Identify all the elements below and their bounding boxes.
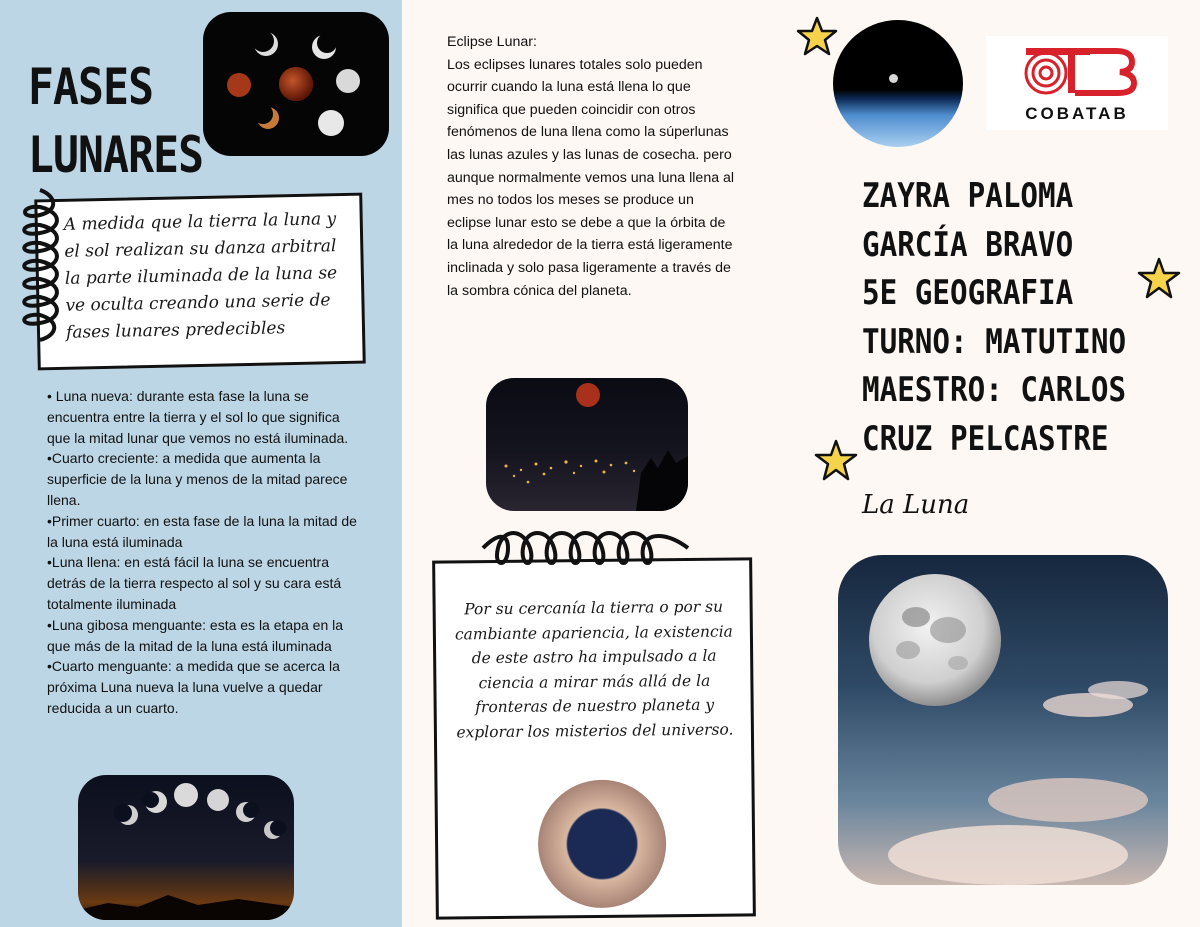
moon-phases-sky-photo <box>78 775 294 920</box>
earth-globe-image <box>537 779 666 908</box>
science-note-card <box>432 557 756 919</box>
intro-note-text: A medida que la tierra la luna y el sol realizan su danza arbitral la parte iluminada de la luna se ve oculta creando una serie de fases lunares predecibles <box>63 209 338 343</box>
student-name-line-1: ZAYRA PALOMA <box>862 176 1074 216</box>
intro-note-card <box>34 193 366 371</box>
phase-item-cuarto-creciente: •Cuarto creciente: a medida que aumenta la superficie de la luna y menos de la mitad parece llena. <box>47 450 348 508</box>
spiral-binding-left <box>10 185 70 370</box>
full-moon-photo <box>838 555 1168 885</box>
star-icon <box>795 15 840 57</box>
phase-item-cuarto-menguante: •Cuarto menguante: a medida que se acerca la próxima Luna nueva la luna vuelve a quedar reducida a un cuarto. <box>47 658 340 716</box>
phase-item-luna-llena: •Luna llena: en está fácil la luna se encuentra detrás de la tierra respecto al sol y su cara está totalmente iluminada <box>47 554 342 612</box>
eclipse-phases-photo <box>203 12 389 156</box>
shift-line: TURNO: MATUTINO <box>862 321 1127 362</box>
eclipse-text: Los eclipses lunares totales solo pueden ocurrir cuando la luna está llena lo que significa que pueden coincidir con otros fenómenos de luna llena como la súperlunas las lunas azules y las lunas de cosecha. pero aunque normalmente vemos una luna llena al mes no todos los meses se produce un eclipse lunar esto se debe a que la órbita de la luna alrededor de la tierra está ligeramente inclinada y solo pasa ligeramente a través de la sombra cónica del planeta. <box>447 56 735 299</box>
blood-moon-city-photo <box>486 378 688 511</box>
phase-item-gibosa-menguante: •Luna gibosa menguante: esta es la etapa en la que más de la mitad de la luna está iluminada <box>47 616 344 654</box>
full-moon-image <box>838 555 1168 885</box>
eclipse-section <box>447 31 737 302</box>
small-moon-image <box>889 74 898 83</box>
phase-item-primer-cuarto: •Primer cuarto: en esta fase de la luna la mitad de la luna está iluminada <box>47 512 357 550</box>
eclipse-heading: Eclipse Lunar: <box>447 34 537 50</box>
group-line: 5E GEOGRAFIA <box>862 273 1074 313</box>
star-icon <box>813 438 859 482</box>
spiral-binding-middle <box>478 523 698 583</box>
phase-item-luna-nueva: • Luna nueva: durante esta fase la luna se encuentra entre la tierra y el sol lo que significa que la mitad lunar que vemos no está iluminada. <box>47 388 349 446</box>
title-line-2: LUNARES <box>28 126 204 184</box>
eclipse-phases-image <box>203 12 389 156</box>
blood-moon-city-image <box>486 378 688 511</box>
science-note-text: Por su cercanía la tierra o por su cambiante apariencia, la existencia de este astro ha impulsado a la ciencia a mirar más allá de la fronteras de nuestro planeta y explorar los misterios del universo. <box>454 597 734 741</box>
cobatab-logo <box>986 36 1168 130</box>
teacher-line-2: CRUZ PELCASTRE <box>862 418 1109 459</box>
student-info <box>862 172 1126 463</box>
student-name-line-2: GARCÍA BRAVO <box>862 224 1074 265</box>
earth-horizon-moon-photo <box>833 20 963 147</box>
title-line-1: FASES <box>28 58 154 116</box>
moon-phases-sky-image <box>78 775 294 920</box>
phases-list <box>47 386 359 719</box>
star-icon <box>1136 256 1182 300</box>
logo-text: COBATAB <box>1025 104 1129 123</box>
document-subtitle: La Luna <box>862 490 970 520</box>
teacher-line-1: MAESTRO: CARLOS <box>862 370 1127 410</box>
